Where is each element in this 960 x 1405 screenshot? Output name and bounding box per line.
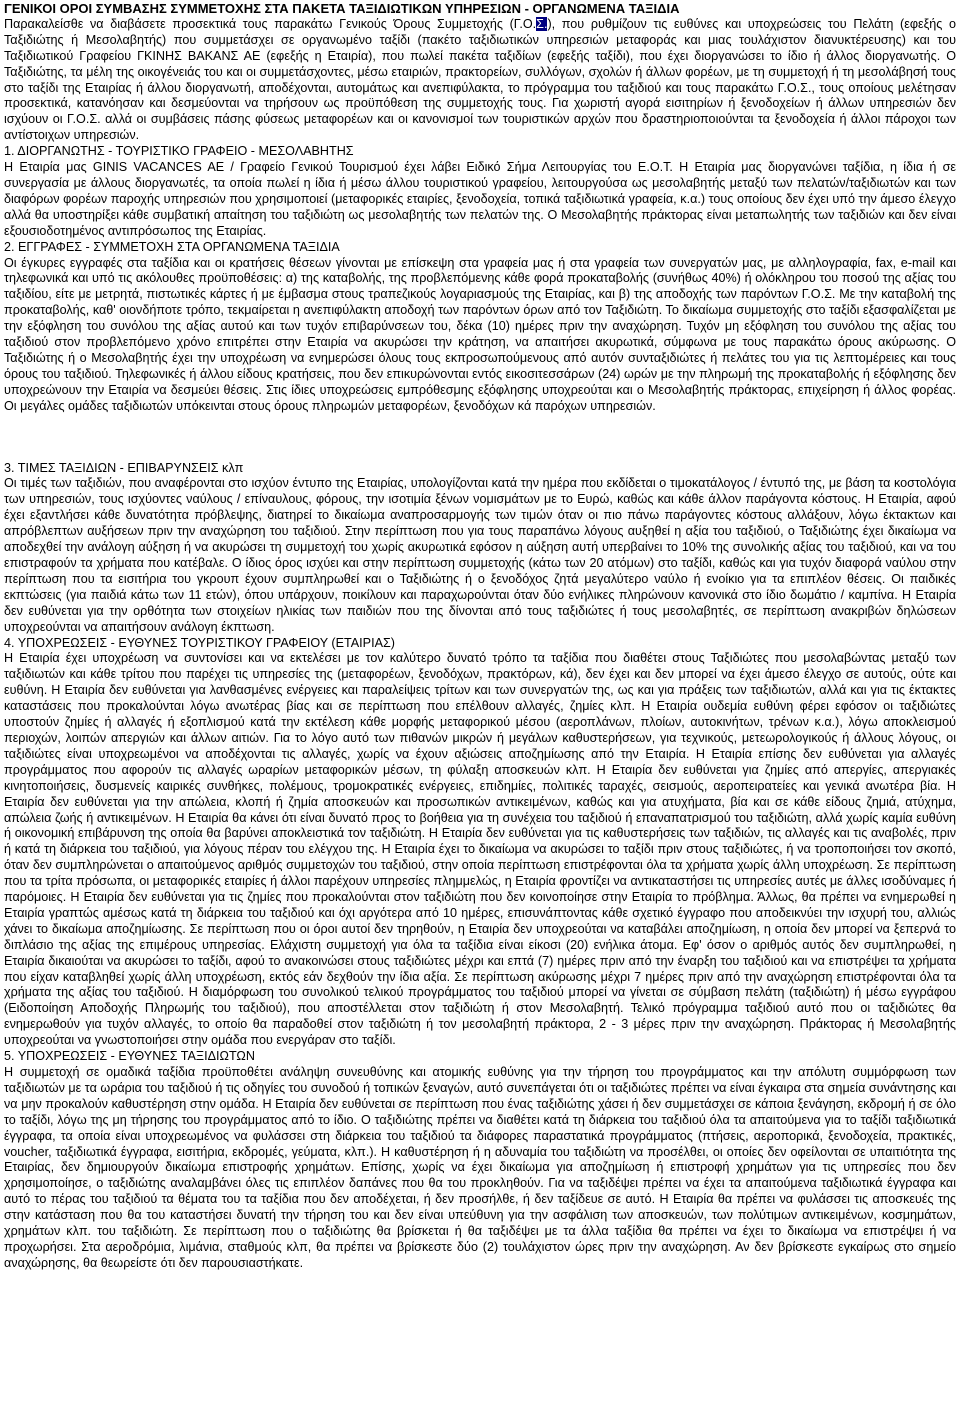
section-1-heading: 1. ΔΙΟΡΓΑΝΩΤΗΣ - ΤΟΥΡΙΣΤΙΚΟ ΓΡΑΦΕΙΟ - ΜΕΣΟΛΑΒΗΤΗΣ bbox=[4, 144, 354, 159]
section-2-heading: 2. ΕΓΓΡΑΦΕΣ - ΣΥΜΜΕΤΟΧΗ ΣΤΑ ΟΡΓΑΝΩΜΕΝΑ ΤΑΞΙΔΙΑ bbox=[4, 239, 340, 254]
section-1-text: Η Εταιρία μας GINIS VACANCES AE / Γραφείο Γενικού Τουρισμού έχει λάβει Ειδικό Σήμα Λειτουργίας του Ε.Ο.Τ. Η Εταιρία μας διοργανώνει ταξίδια, η ίδια ή σε συνεργασία με άλλους διοργανωτές, τα οποία πωλεί η ίδια ή μέσω άλλου τουριστικού γραφείου, λειτουργούσα ως μεσολαβητής μεταξύ των πελατών/ταξιδιωτών και των διαφόρων φορέων παροχής υπηρεσιών που χρησιμοποιεί (μεταφορικές εταιρίες, ξενοδοχεία, τοπικά ταξιδιωτικά γραφεία, κ.α.) τους οποίους δεν έχει υπό την άμεσο έλεγχο αλλά θα υποστηρίξει κάθε συμβατική απαίτηση του ταξιδιώτη ως μεσολαβητής των πελατών της. Ο Μεσολαβητής πράκτορας είναι μεταπωλητής των ταξιδιών και δεν είναι εξουσιοδοτημένος αντιπρόσωπος της Εταιρίας. bbox=[4, 160, 956, 238]
intro-paragraph bbox=[4, 17, 956, 144]
selected-text-highlight[interactable]: Σ. bbox=[536, 16, 548, 31]
intro-text-before: Παρακαλείσθε να διαβάσετε προσεκτικά τους παρακάτω Γενικούς Όρους Συμμετοχής (Γ.Ο. bbox=[4, 16, 537, 31]
section-3-heading: 3. ΤΙΜΕΣ ΤΑΞΙΔΙΩΝ - ΕΠΙΒΑΡΥΝΣΕΙΣ κλπ bbox=[4, 460, 244, 475]
section-4-heading: 4. ΥΠΟΧΡΕΩΣΕΙΣ - ΕΥΘΥΝΕΣ ΤΟΥΡΙΣΤΙΚΟΥ ΓΡΑΦΕΙΟΥ (ΕΤΑΙΡΙΑΣ) bbox=[4, 635, 395, 650]
section-3-text: Οι τιμές των ταξιδιών, που αναφέρονται στο ισχύον έντυπο της Εταιρίας, υπολογίζονται κατά την ημέρα που εκδίδεται ο τιμοκατάλογος / έντυπό της, με βάση τα κοστολόγια των υπηρεσιών, τους ισχύοντες ναύλους / επίναυλους, φόρους, την ισοτιμία ξένων νομισμάτων με το Ευρώ, καθώς και κάθε άλλον παράγοντα κόστους. Η Εταιρία, αφού έχει εξαντλήσει κάθε δυνατότητα πρόβλεψης, διατηρεί το δικαίωμα αναπροσαρμογής των τιμών όταν οι πιο πάνω παράγοντες κόστους αλλάξουν, λόγω έκτακτων και απρόβλεπτων αυξήσεων πριν την αναχώρηση του ταξιδιού. Στην περίπτωση που για τους παραπάνω λόγους αυξηθεί η αξία του ταξιδιού, ο Ταξιδιώτης έχει δικαίωμα να αποδεχθεί την ανάλογη αύξηση ή να ακυρώσει τη συμμετοχή του χωρίς ακυρωτικά εφόσον η αύξηση αυτή υπερβαίνει το 10% της συνολικής αξίας του ταξιδιού, και να του επιστραφούν τα χρήματα που κατέβαλε. Ο ίδιος όρος ισχύει και στην περίπτωση συμμετοχής (κάτω των 20 ατόμων) στο ταξίδι, καθώς και για τυχόν διαφορά ναύλου στην περίπτωση που τα εισιτήρια του γκρουπ έχουν συμπληρωθεί και ο Ταξιδιώτης ή ο ξενοδόχος ζητά μεγαλύτερο ναύλο ή ενοίκιο για τα επιπλέον θέσεις. Οι παιδικές εκπτώσεις (για παιδιά κάτω των 11 ετών), όπου υπάρχουν, ποικίλουν και παραχωρούνται όταν δύο ενήλικες πληρώνουν κανονικά στο ίδιο δωμάτιο / καμπίνα. Η Εταιρία δεν ευθύνεται για την ορθότητα των στοιχείων ηλικίας των παιδιών που της δίνονται από τους ταξιδιώτες ή τους μεσολαβητές, σε περίπτωση ανακριβών δηλώσεων υποχρεούνται να απαιτήσουν ανάλογη έκπτωση. bbox=[4, 476, 956, 634]
section-4-text: Η Εταιρία έχει υποχρέωση να συντονίσει και να εκτελέσει με τον καλύτερο δυνατό τρόπο τα ταξίδια που διαθέτει στους Ταξιδιώτες που μεσολαβώντας μεταξύ των ταξιδιωτών και κάθε τρίτου που παρέχει τις υπηρεσίες της (μεταφορέων, ξενοδόχων, πρακτόρων, κά), δεν έχει και δεν μπορεί να έχει άμεσο έλεγχο σε αυτούς, ούτε και ευθύνη. Η Εταιρία δεν ευθύνεται για λανθασμένες ενέργειες και παραλείψεις τρίτων και των συνεργατών της, ως και για πράξεις των ταξιδιωτών, αλλά και για τις έκτακτες καταστάσεις που προκαλούνται λόγω ανωτέρας βίας και σε περίπτωση που επέλθουν αλλαγές, ζημίες κλπ. Η Εταιρία ουδεμία ευθύνη φέρει εφόσον οι ταξιδιώτες υποστούν ζημίες ή αλλαγές ή εξοπλισμού κατά την εκτέλεση κάθε μορφής μεταφορικού μέσου (αεροπλάνων, πλοίων, αυτοκινήτων, τρένων κ.α.), λόγω αποκλεισμού περιοχών, λοιπών απεργιών και άλλων αιτιών. Για το λόγο αυτό των πιθανών μικρών ή μεγάλων καθυστερήσεων, για τεχνικούς, μετεωρολογικούς ή άλλους λόγους, οι ταξιδιώτες είναι υποχρεωμένοι να αποδέχονται τις αλλαγές, χωρίς να έχουν αξιώσεις αποζημίωσης από την Εταιρία. Η Εταιρία επίσης δεν ευθύνεται για αλλαγές προγράμματος που αφορούν τις αλλαγές ωραρίων μεταφορικών μέσων, τη φύλαξη αποσκευών κλπ. Η Εταιρία δεν ευθύνεται για ζημίες από απεργίες, απεργιακές κινητοποιήσεις, δυσμενείς καιρικές συνθήκες, πολέμους, τρομοκρατικές ενέργειες, επιδημίες, πολιτικές ταραχές, σεισμούς, αεροπειρατείες και γενικά ανωτέρα βία. Η Εταιρία δεν ευθύνεται για την απώλεια, κλοπή ή ζημία αποσκευών και προσωπικών αντικειμένων, καθώς και για ατυχήματα, βία και σε κάθε είδους ζημιά, ατύχημα, απώλεια ζωής ή αντικειμένων. Η Εταιρία θα κάνει ότι είναι δυνατό προς το βοήθεια για τη συνέχεια του ταξιδιού ή επαναπατρισμού του ταξιδιώτη, αλλά χωρίς καμία ευθύνη ή οικονομική επιβάρυνση της οποία θα βαρύνει αποκλειστικά τον ταξιδιώτη. Η Εταιρία δεν ευθύνεται για τις καθυστερήσεις των ταξιδιών, τις αλλαγές και τις αναβολές, πριν ή κατά τη διάρκεια του ταξιδιού, για λόγους πέραν του ελέγχου της. Η Εταιρία έχει το δικαίωμα να ακυρώσει το ταξίδι πριν στους ταξιδιώτες, ή να τροποποιήσει τον σκοπό, όταν δεν συμπληρώνεται ο απαιτούμενος αριθμός συμμετοχών του ταξιδιού, στην οποία περίπτωση επιστρέφονται όλα τα χρήματα χωρίς άλλη υποχρέωση. Σε περίπτωση που τα τρίτα πρόσωπα, οι μεταφορικές εταιρίες ή άλλοι παρέχουν υπηρεσίες πλημμελώς, η Εταιρία φροντίζει να αντικαταστήσει τις υπηρεσίες αυτές με άλλες ισοδύναμες ή παρόμοιες. Η Εταιρία δεν ευθύνεται για τις ζημίες που προκαλούνται στον ταξιδιώτη που δεν κοινοποίησε στην Εταιρία το πρόβλημα. Άλλως, θα πρέπει να ενημερωθεί η Εταιρία γραπτώς αμέσως κατά τη διάρκεια του ταξιδιού και όχι αργότερα από 10 ημέρες, επισυνάπτοντας κάθε σχετικό έγγραφο που αποδεικνύει την ισχυρή του, αλλιώς χάνει το δικαίωμα αποζημίωσης. Σε περίπτωση που οι όροι αυτοί δεν τηρηθούν, η Εταιρία δεν υποχρεούται να καταβάλει αποζημίωση, η οποία δεν μπορεί να ξεπερνά το διπλάσιο της αξίας της επιμέρους υπηρεσίας. Ελάχιστη συμμετοχή για όλα τα ταξίδια είναι είκοσι (20) ενήλικα άτομα. Εφ' όσον ο αριθμός αυτός δεν συμπληρωθεί, η Εταιρία δικαιούται να ακυρώσει το ταξίδι, αφού το ανακοινώσει στους ταξιδιώτες μέχρι και επτά (7) ημέρες πριν από την έναρξη του ταξιδιού και να επιστρέψει τα χρήματα που είχαν καταβληθεί χωρίς άλλη υποχρέωση, εκτός εάν δεχθούν την ίδια αξία. Σε περίπτωση ακύρωσης μέχρι 7 ημέρες πριν από την αναχώρηση επιστρέφονται όλα τα χρήματα της αξίας του ταξιδιού. Η διαμόρφωση του συνολικού τελικού προγράμματος του ταξιδιού μπορεί να γίνεται σε σύμβαση πελάτη (ταξιδιώτη) ή μέσω εγγράφου (Ειδοποίηση Αποδοχής Πληρωμής του ταξιδιού), που αποστέλλεται στον ταξιδιώτη ή στον Μεσολαβητή. Τελικό πρόγραμμα ταξιδιού αυτό που οι ταξιδιώτες θα ενημερωθούν για τυχόν αλλαγές, το οποίο θα παραδοθεί στον ταξιδιώτη ή τον μεσολαβητή πράκτορα, 2 - 3 μέρες πριν την αναχώρηση. Πράκτορας ή Μεσολαβητής υποχρεούται να γνωστοποιήσει στην ομάδα που ενεργάραν στο ταξίδι. bbox=[4, 651, 956, 1048]
section-5-heading: 5. ΥΠΟΧΡΕΩΣΕΙΣ - ΕΥΘΥΝΕΣ ΤΑΞΙΔΙΩΤΩΝ bbox=[4, 1049, 255, 1064]
section-2-text: Οι έγκυρες εγγραφές στα ταξίδια και οι κρατήσεις θέσεων γίνονται με επίσκεψη στα γραφεία μας ή στα γραφεία των συνεργατών μας, με αλληλογραφία, fax, e-mail και τηλεφωνικά και υπό τις ακόλουθες προϋποθέσεις: α) της καταβολής, της προβλεπόμενης κάθε φορά προκαταβολής (συνήθως 40%) ή ολόκληρου του ποσού της αξίας του ταξιδίου, είτε με μετρητά, πιστωτικές κάρτες ή με έμβασμα στους τραπεζικούς λογαριασμούς της Εταιρίας, και β) της αποδοχής των παρόντων Γ.Ο.Σ. Με την καταβολή της προκαταβολής, καθ' οιονδήποτε τρόπο, τεκμαίρεται η ανεπιφύλακτη αποδοχή των παρόντων όρων από τον Ταξιδιώτη. Το δικαίωμα συμμετοχής στο ταξίδι εξασφαλίζεται με την εξόφληση του συνόλου της αξίας αυτού και των τυχόν επιβαρύνσεων του, δέκα (10) ημέρες πριν την αναχώρηση. Τυχόν μη εξόφληση του συνόλου της αξίας του ταξιδιού στον προβλεπόμενο χρόνο επιτρέπει στην Εταιρία να ακυρώσει την κράτηση, να απαιτήσει ακυρωτικά, σύμφωνα με τους παρακάτω όρους ακύρωσης. Ο Ταξιδιώτης ή ο Μεσολαβητής έχει την υποχρέωση να ενημερώσει όλους τους εκπροσωπούμενους από αυτόν συνταξιδιώτες ή πελάτες του για τις λεπτομέρειες και τους όρους του ταξιδιού. Τηλεφωνικές ή άλλου είδους κρατήσεις, που δεν επικυρώνονται εντός εικοσιτεσσάρων (24) ωρών με την πληρωμή της προκαταβολής ή εξόφλησης δεν υποχρεώνουν την Εταιρία να δεσμεύει θέσεις. Στις ίδιες υποχρεώσεις εμπρόθεσμης εξόφλησης υποχρεούται και ο Μεσολαβητής πράκτορας, επιχείρηση ή άλλος φορέας. Οι μεγάλες ομάδες ταξιδιωτών υπόκεινται στους όρους πληρωμών μεταφορέων, ξενοδόχων κά παρόχων υπηρεσιών. bbox=[4, 255, 956, 413]
section-5-text: Η συμμετοχή σε ομαδικά ταξίδια προϋποθέτει ανάληψη συνευθύνης και ατομικής ευθύνης για την τήρηση του προγράμματος και την απόλυτη συμμόρφωση των ταξιδιωτών με τα ωράρια του ταξιδιού ή τις οδηγίες του συνοδού ή τοπικών ξεναγών, αυτό συνεπάγεται ότι οι ταξιδιώτες πρέπει να είναι έγκαιρα στα σημεία συνάντησης και να μην προκαλούν καθυστέρηση στην ομάδα. Η Εταιρία δεν ευθύνεται σε περίπτωση που ένας ταξιδιώτης χάσει ή δεν συμμετάσχει σε κάποια ξενάγηση, εκδρομή ή σε όλο το ταξίδι, λόγω της μη τήρησης του προγράμματος από το ίδιο. Ο ταξιδιώτης πρέπει να διαθέτει κατά τη διάρκεια του ταξιδιού όλα τα απαιτούμενα για το ταξίδι ταξιδιωτικά έγγραφα, τα οποία είναι υποχρεωμένος να φυλάσσει στη διάρκεια του ταξιδιού τα διάφορες παραστατικά προγράμματος (πτήσεις, αεροπορικά, ξενοδοχεία, πρακτικές, voucher, ταξιδιωτικά έγγραφα, εισιτήρια, εκδρομές, γεύματα, κλπ.). Η καθυστέρηση ή η αδυναμία του ταξιδιώτη να προσέλθει, οι οποίες δεν οφείλονται σε υπαιτιότητα της Εταιρίας, δεν δημιουργούν δικαίωμα επιστροφής χρημάτων. Επίσης, χωρίς να έχει δικαίωμα για αποζημίωση ή επιστροφή χρημάτων για τις υπηρεσίες που δεν χρησιμοποίησε, ο ταξιδιώτης αναλαμβάνει όλες τις επιπλέον δαπάνες που θα του προκληθούν. Για να ταξιδέψει πρέπει να έχει τα απαιτούμενα ταξιδιωτικά έγγραφα και αυτό το πέρας του ταξιδιού τα θέματα του τα ταξίδια που δεν αποδέχεται, ή δεν προσήλθε, ή δεν ταξίδευε σε αυτό. Η Εταιρία θα πρέπει να φυλάσσει τις αποσκευές της στην κατάσταση που θα του καταστήσει δυνατή την τήρηση του και δεν είναι υπεύθυνη για την ασφάλιση των αποσκευών, των πολύτιμων αντικειμένων, κοσμημάτων, χρημάτων κλπ. του ταξιδιώτη. Σε περίπτωση που ο ταξιδιώτης θα βρίσκεται ή θα ταξιδέψει με τα άλλα ταξίδια θα πρέπει να έχει το δικαίωμα να επιστρέψει ή να προχωρήσει. Στα αεροδρόμια, λιμάνια, σταθμούς κλπ, θα πρέπει να βρίσκεστε δύο (2) τουλάχιστον ώρες πριν την αναχώρηση. Αν δεν βρίσκεστε εγκαίρως στο σημείο αναχώρησης, θα θεωρείστε ότι δεν παρουσιαστήκατε. bbox=[4, 1065, 956, 1270]
document-title: ΓΕΝΙΚΟΙ ΟΡΟΙ ΣΥΜΒΑΣΗΣ ΣΥΜΜΕΤΟΧΗΣ ΣΤΑ ΠΑΚΕΤΑ ΤΑΞΙΔΙΩΤΙΚΩΝ ΥΠΗΡΕΣΙΩΝ - ΟΡΓΑΝΩΜΕΝΑ ΤΑΞΙΔΙΑ bbox=[4, 1, 680, 16]
intro-text-after: ), που ρυθμίζουν τις ευθύνες και υποχρεώσεις του Πελάτη (εφεξής ο Ταξιδιώτης ή Μεσολαβητής) που συμμετάσχει σε οργανωμένο ταξίδι (πακέτο ταξιδιωτικών υπηρεσιών μεταφοράς και μιας τουλάχιστον διανυκτέρευσης) και του Ταξιδιωτικού Γραφείου ΓΚΙΝΗΣ ΒΑΚΑΝΣ ΑΕ (εφεξής η Εταιρία), που πωλεί πακέτα ταξιδίων (εφεξής ταξίδι), που έχει διοργανώσει το ίδιο ή άλλος διοργανωτής. Ο Ταξιδιώτης, τα μέλη της οικογένειάς του και οι συμμετάσχοντες, μέσω εταιριών, πρακτορείων, συλλόγων, σχολών ή άλλων φορέων, με τη συμμετοχή ή τη μεσολάβησή τους στο ταξίδι της Εταιρίας ή άλλου διοργανωτή, αποδέχονται, αυτομάτως και ανεπιφύλακτα, το πρόγραμμα του ταξιδιού και τους παρακάτω Γ.Ο.Σ., τους οποίους μελέτησαν προσεκτικά, κατανόησαν και δεσμεύονται να τηρήσουν ως προϋπόθεση της συμμετοχής τους. Για χωριστή αγορά εισιτηρίων ή ξενοδοχείων ή άλλων υπηρεσιών δεν ισχύουν οι Γ.Ο.Σ. αλλά οι συμβάσεις πάσης φύσεως μεταφορέων και οι κανονισμοί των τουριστικών αρχών που δραστηριοποιούνται τα ξενοδοχεία ή άλλοι πάροχοι των αντίστοιχων υπηρεσιών. bbox=[4, 16, 956, 143]
section-gap bbox=[4, 415, 956, 461]
